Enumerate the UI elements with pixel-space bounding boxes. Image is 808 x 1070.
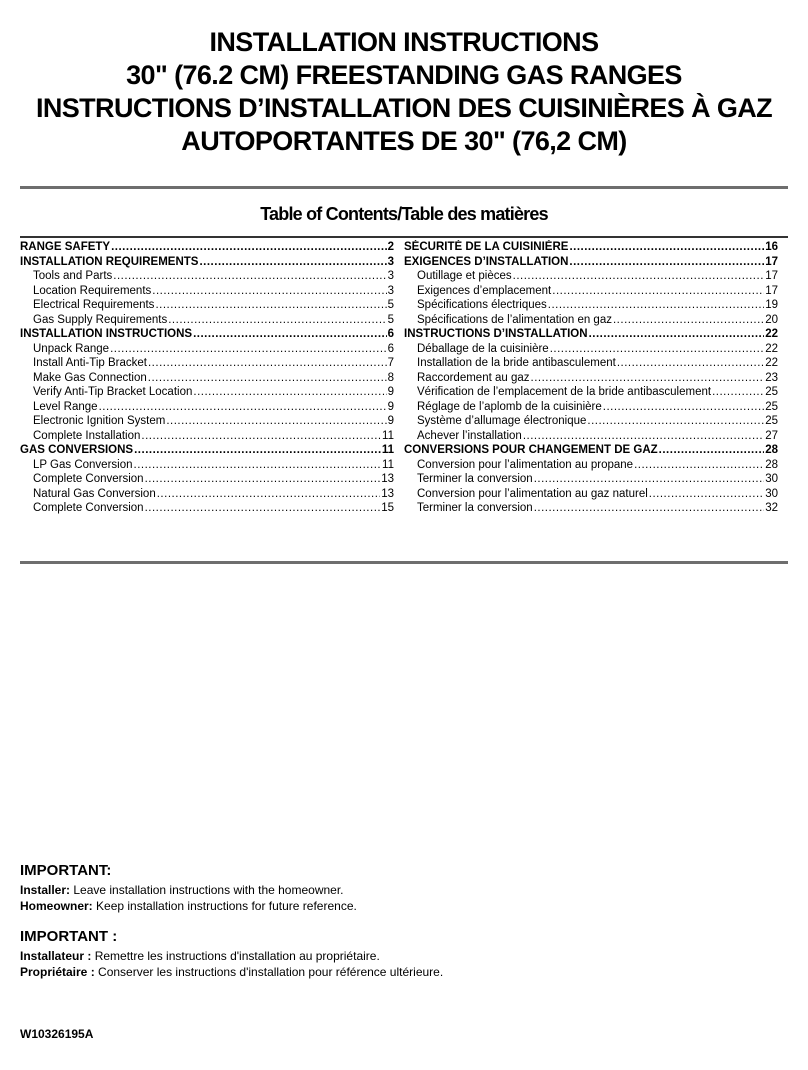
toc-entry[interactable]: [404, 298, 778, 313]
toc-entry-label: CONVERSIONS POUR CHANGEMENT DE GAZ: [404, 444, 658, 456]
toc-entry-page: 22: [765, 342, 778, 355]
toc-entry[interactable]: [404, 313, 778, 328]
toc-dot-leader: [569, 255, 764, 270]
proprietaire-text: Conserver les instructions d'installation pour référence ultérieure.: [94, 965, 444, 979]
toc-entry-label: Déballage de la cuisinière: [417, 342, 549, 355]
toc-dot-leader: [110, 342, 387, 357]
toc-dot-leader: [587, 414, 764, 429]
installateur-note: [20, 948, 780, 964]
toc-dot-leader: [145, 472, 381, 487]
toc-entry-label: Réglage de l’aplomb de la cuisinière: [417, 400, 602, 413]
toc-entry[interactable]: [20, 298, 394, 313]
installateur-label: Installateur :: [20, 949, 92, 963]
toc-entry[interactable]: [20, 342, 394, 357]
important-title-fr: IMPORTANT :: [20, 928, 118, 945]
toc-entry[interactable]: [20, 414, 394, 429]
toc-dot-leader: [168, 313, 386, 328]
proprietaire-note: [20, 964, 780, 980]
toc-entry[interactable]: [20, 313, 394, 328]
important-title: IMPORTANT:: [20, 862, 112, 879]
toc-entry-page: 17: [765, 270, 778, 282]
installer-text: Leave installation instructions with the homeowner.: [70, 883, 344, 897]
toc-entry[interactable]: [20, 501, 394, 516]
toc-entry-page: 28: [765, 444, 778, 456]
toc-entry[interactable]: [404, 429, 778, 444]
toc-entry-label: Spécifications électriques: [417, 299, 547, 311]
toc-entry-page: 3: [387, 284, 394, 297]
toc-entry[interactable]: [404, 284, 778, 299]
toc-entry[interactable]: [404, 414, 778, 429]
toc-entry-label: LP Gas Conversion: [33, 458, 133, 471]
toc-entry-page: 6: [387, 342, 394, 355]
toc-dot-leader: [193, 327, 387, 342]
toc-entry-page: 2: [387, 241, 394, 253]
toc-entry-label: Conversion pour l’alimentation au propane: [417, 458, 634, 471]
toc-dot-leader: [166, 414, 386, 429]
toc-entry-page: 15: [381, 502, 394, 514]
toc-section-entry[interactable]: [20, 443, 394, 458]
toc-entry-page: 13: [381, 487, 394, 500]
toc-dot-leader: [659, 443, 765, 458]
toc-entry[interactable]: [20, 356, 394, 371]
title-line-1: INSTALLATION INSTRUCTIONS: [209, 27, 599, 57]
toc-entry-label: GAS CONVERSIONS: [20, 444, 134, 456]
toc-entry-label: Natural Gas Conversion: [33, 487, 156, 500]
toc-entry-page: 11: [381, 444, 394, 456]
toc-entry[interactable]: [404, 385, 778, 400]
toc-entry-label: Location Requirements: [33, 284, 152, 297]
toc-entry-label: Gas Supply Requirements: [33, 313, 168, 326]
toc-entry-label: Système d’allumage électronique: [417, 415, 587, 427]
toc-dot-leader: [589, 327, 765, 342]
toc-dot-leader: [145, 501, 381, 516]
document-title: [0, 26, 808, 158]
toc-section-entry[interactable]: [404, 240, 778, 255]
toc-entry-label: Exigences d’emplacement: [417, 284, 552, 297]
toc-entry-label: INSTALLATION REQUIREMENTS: [20, 255, 199, 268]
toc-entry-label: Tools and Parts: [33, 270, 113, 282]
important-notice-english: [20, 862, 780, 914]
toc-entry-label: Complete Conversion: [33, 473, 144, 485]
toc-entry-page: 30: [765, 473, 778, 485]
toc-dot-leader: [534, 501, 765, 516]
bottom-divider: [20, 561, 788, 564]
toc-divider: [20, 236, 788, 238]
toc-entry-page: 30: [765, 487, 778, 500]
toc-entry-label: RANGE SAFETY: [20, 241, 111, 253]
toc-entry-page: 6: [387, 328, 394, 340]
toc-entry-page: 19: [765, 299, 778, 311]
toc-dot-leader: [712, 385, 764, 400]
toc-entry-page: 3: [387, 270, 394, 282]
toc-section-entry[interactable]: [20, 327, 394, 342]
toc-dot-leader: [141, 429, 381, 444]
toc-entry[interactable]: [404, 472, 778, 487]
installer-note: [20, 882, 780, 898]
toc-entry-page: 17: [765, 255, 778, 268]
toc-section-entry[interactable]: [20, 255, 394, 270]
toc-entry-page: 28: [765, 458, 778, 471]
toc-entry-page: 7: [387, 357, 394, 369]
toc-entry[interactable]: [404, 501, 778, 516]
toc-entry[interactable]: [404, 371, 778, 386]
toc-dot-leader: [649, 487, 764, 502]
toc-entry-label: Install Anti-Tip Bracket: [33, 357, 147, 369]
toc-entry[interactable]: [404, 269, 778, 284]
toc-dot-leader: [134, 443, 381, 458]
toc-entry-page: 16: [765, 241, 778, 253]
toc-entry[interactable]: [20, 458, 394, 473]
toc-dot-leader: [552, 284, 764, 299]
important-notice-french: [20, 928, 780, 980]
title-line-4: AUTOPORTANTES DE 30" (76,2 CM): [181, 126, 627, 156]
toc-dot-leader: [531, 371, 765, 386]
toc-entry[interactable]: [20, 429, 394, 444]
toc-dot-leader: [617, 356, 764, 371]
title-line-3: INSTRUCTIONS D’INSTALLATION DES CUISINIÈRES À GAZ: [35, 93, 773, 123]
toc-entry-page: 5: [387, 299, 394, 311]
toc-entry-label: Make Gas Connection: [33, 371, 147, 384]
toc-dot-leader: [548, 298, 764, 313]
toc-entry-label: Achever l’installation: [417, 429, 522, 442]
toc-entry-page: 25: [765, 400, 778, 413]
toc-dot-leader: [534, 472, 765, 487]
toc-entry-label: Electronic Ignition System: [33, 415, 166, 427]
installateur-text: Remettre les instructions d'installation au propriétaire.: [91, 949, 380, 963]
toc-entry-page: 25: [765, 415, 778, 427]
toc-entry-page: 9: [387, 386, 394, 398]
toc-entry-label: Electrical Requirements: [33, 299, 155, 311]
toc-entry-label: Complete Conversion: [33, 502, 144, 514]
toc-entry-label: Terminer la conversion: [417, 473, 533, 485]
toc-dot-leader: [148, 371, 387, 386]
toc-entry-page: 11: [382, 458, 394, 471]
toc-entry-label: Verify Anti-Tip Bracket Location: [33, 386, 193, 398]
toc-dot-leader: [613, 313, 764, 328]
toc-dot-leader: [193, 385, 386, 400]
toc-french-column: [404, 240, 778, 516]
toc-entry-page: 32: [765, 502, 778, 514]
toc-entry-label: Unpack Range: [33, 342, 110, 355]
toc-english-column: [20, 240, 394, 516]
toc-entry-label: INSTRUCTIONS D’INSTALLATION: [404, 328, 588, 340]
toc-entry[interactable]: [20, 284, 394, 299]
toc-entry-label: Vérification de l’emplacement de la bride antibasculement: [417, 386, 712, 398]
toc-entry-label: Installation de la bride antibasculement: [417, 357, 616, 369]
toc-dot-leader: [569, 240, 764, 255]
document-number: W10326195A: [20, 1027, 94, 1041]
toc-dot-leader: [113, 269, 386, 284]
toc-dot-leader: [148, 356, 387, 371]
toc-dot-leader: [513, 269, 765, 284]
toc-entry-label: Raccordement au gaz: [417, 371, 530, 384]
toc-entry[interactable]: [404, 400, 778, 415]
toc-dot-leader: [152, 284, 386, 299]
toc-entry-label: Complete Installation: [33, 429, 141, 442]
toc-entry-label: Level Range: [33, 400, 98, 413]
toc-entry-page: 13: [381, 473, 394, 485]
toc-dot-leader: [523, 429, 764, 444]
toc-entry-label: INSTALLATION INSTRUCTIONS: [20, 328, 193, 340]
toc-entry[interactable]: [404, 342, 778, 357]
homeowner-text: Keep installation instructions for future reference.: [92, 899, 357, 913]
toc-entry-label: Outillage et pièces: [417, 270, 512, 282]
toc-entry[interactable]: [20, 371, 394, 386]
toc-entry-page: 9: [387, 400, 394, 413]
toc-entry-page: 22: [765, 328, 778, 340]
toc-dot-leader: [603, 400, 764, 415]
toc-dot-leader: [199, 255, 386, 270]
top-divider: [20, 186, 788, 189]
toc-entry-page: 17: [765, 284, 778, 297]
toc-entry-page: 23: [765, 371, 778, 384]
toc-dot-leader: [550, 342, 765, 357]
toc-entry[interactable]: [20, 385, 394, 400]
toc-entry-page: 25: [765, 386, 778, 398]
toc-entry-page: 27: [765, 429, 778, 442]
toc-entry-label: Spécifications de l’alimentation en gaz: [417, 313, 612, 326]
toc-entry[interactable]: [20, 400, 394, 415]
toc-entry-label: Terminer la conversion: [417, 502, 533, 514]
toc-entry[interactable]: [404, 458, 778, 473]
homeowner-note: [20, 898, 780, 914]
toc-dot-leader: [111, 240, 387, 255]
toc-entry[interactable]: [20, 487, 394, 502]
toc-dot-leader: [157, 487, 380, 502]
homeowner-label: Homeowner:: [20, 899, 93, 913]
toc-entry-page: 9: [387, 415, 394, 427]
toc-dot-leader: [134, 458, 382, 473]
toc-entry-page: 22: [765, 357, 778, 369]
toc-entry[interactable]: [20, 472, 394, 487]
title-line-2: 30" (76.2 CM) FREESTANDING GAS RANGES: [126, 60, 682, 90]
toc-entry-label: SÉCURITÉ DE LA CUISINIÈRE: [404, 241, 569, 253]
toc-dot-leader: [99, 400, 387, 415]
toc-section-entry[interactable]: [404, 255, 778, 270]
toc-entry-page: 11: [382, 429, 394, 442]
proprietaire-label: Propriétaire :: [20, 965, 95, 979]
toc-entry-page: 5: [387, 313, 394, 326]
toc-entry-label: Conversion pour l’alimentation au gaz naturel: [417, 487, 648, 500]
toc-entry-page: 20: [765, 313, 778, 326]
toc-dot-leader: [634, 458, 764, 473]
toc-entry-page: 3: [387, 255, 394, 268]
installer-label: Installer:: [20, 883, 71, 897]
toc-dot-leader: [155, 298, 386, 313]
toc-entry[interactable]: [20, 269, 394, 284]
toc-section-entry[interactable]: [404, 327, 778, 342]
toc-entry[interactable]: [404, 487, 778, 502]
toc-section-entry[interactable]: [20, 240, 394, 255]
toc-entry-label: EXIGENCES D’INSTALLATION: [404, 255, 569, 268]
toc-entry-page: 8: [387, 371, 394, 384]
toc-section-entry[interactable]: [404, 443, 778, 458]
toc-entry[interactable]: [404, 356, 778, 371]
toc-heading: Table of Contents/Table des matières: [260, 204, 548, 224]
